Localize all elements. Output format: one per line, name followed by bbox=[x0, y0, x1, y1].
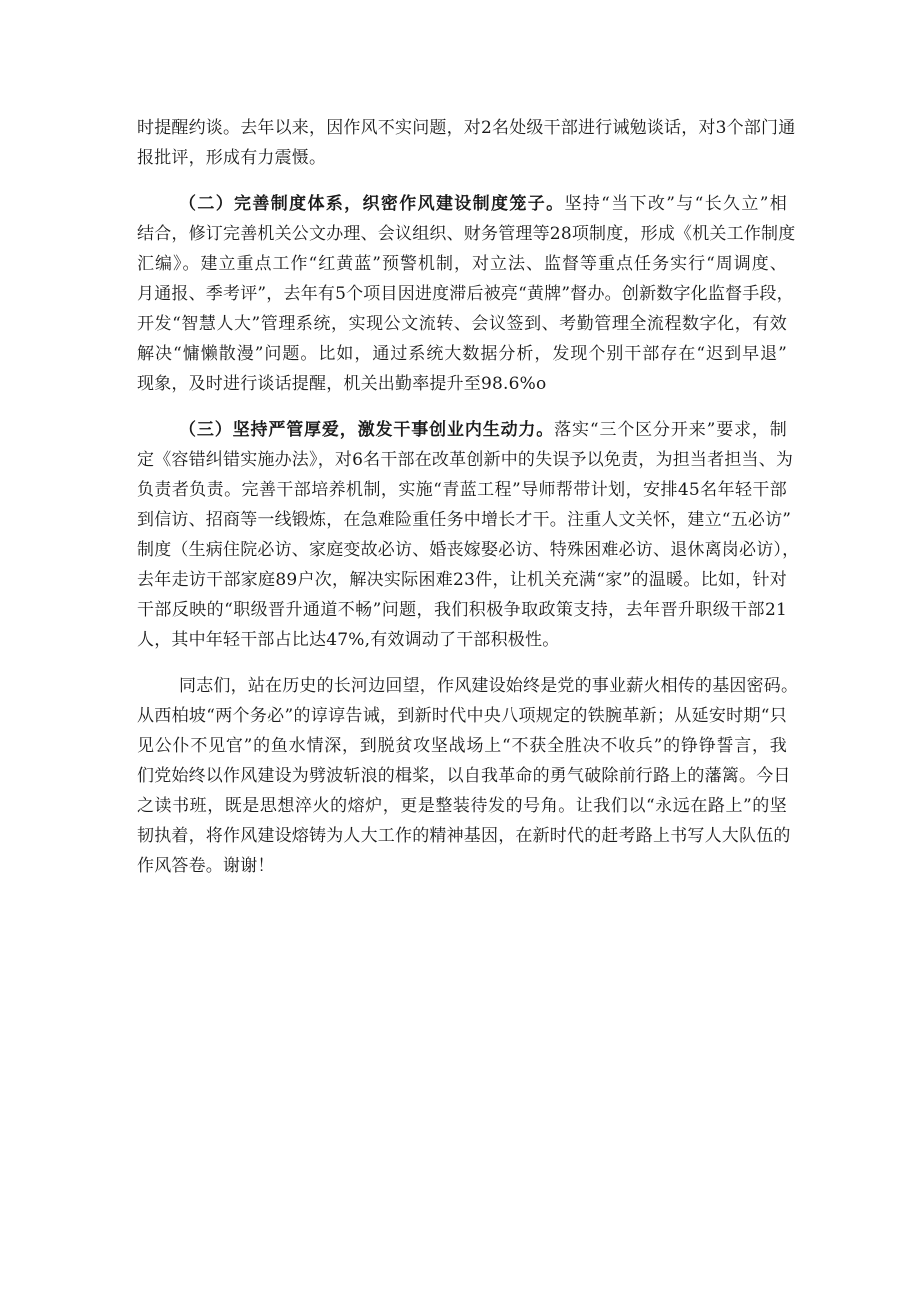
text-line: 到信访、招商等一线锻炼，在急难险重任务中增长才干。注重人文关怀，建立“五必访” bbox=[137, 510, 792, 530]
text-line: 现象，及时进行谈话提醒，机关出勤率提升至98.6%o bbox=[137, 374, 547, 394]
text-line: 们党始终以作风建设为劈波斩浪的楫桨，以自我革命的勇气破除前行路上的藩篱。今日 bbox=[137, 766, 791, 786]
paragraph-continuation bbox=[137, 113, 796, 173]
text-line: 同志们，站在历史的长河边回望，作风建设始终是党的事业薪火相传的基因密码。 bbox=[179, 676, 799, 696]
text-line: 报批评，形成有力震慑。 bbox=[137, 148, 327, 168]
text-line: 之读书班，既是思想淬火的熔炉，更是整装待发的号角。让我们以“永远在路上”的坚 bbox=[137, 796, 787, 816]
document-body bbox=[137, 113, 800, 881]
text-line: 作风答卷。谢谢！ bbox=[137, 856, 275, 876]
paragraph-closing bbox=[137, 671, 799, 881]
text-line bbox=[137, 189, 787, 219]
paragraph-section-3 bbox=[137, 415, 800, 655]
text-line: 见公仆不见官”的鱼水情深，到脱贫攻坚战场上“不获全胜决不收兵”的铮铮誓言，我 bbox=[137, 736, 787, 756]
text-line: 负责者负责。完善干部培养机制，实施“青蓝工程”导师帮带计划，安排45名年轻干部 bbox=[137, 480, 787, 500]
text-line: 干部反映的“职级晋升通道不畅”问题，我们积极争取政策支持，去年晋升职级干部21 bbox=[137, 600, 787, 620]
text-line: 时提醒约谈。去年以来，因作风不实问题，对2名处级干部进行诫勉谈话，对3个部门通 bbox=[137, 118, 796, 138]
text-line: 人，其中年轻干部占比达47%,有效调动了干部积极性。 bbox=[137, 630, 560, 650]
section-heading: （三）坚持严管厚爱，激发干事创业内生动力。 bbox=[179, 420, 555, 440]
text-line: 开发“智慧人大”管理系统，实现公文流转、会议签到、考勤管理全流程数字化，有效 bbox=[137, 314, 787, 334]
text-line: 结合，修订完善机关公文办理、会议组织、财务管理等28项制度，形成《机关工作制度 bbox=[137, 224, 796, 244]
text-line: 月通报、季考评”，去年有5个项目因进度滞后被亮“黄牌”督办。创新数字化监督手段， bbox=[137, 284, 794, 304]
text-line: 汇编》。建立重点工作“红黄蓝”预警机制，对立法、监督等重点任务实行“周调度、 bbox=[137, 254, 787, 274]
text-line: 韧执着，将作风建设熔铸为人大工作的精神基因，在新时代的赶考路上书写人大队伍的 bbox=[137, 826, 791, 846]
text-line: 去年走访干部家庭89户次，解决实际困难23件，让机关充满“家”的温暖。比如，针对 bbox=[137, 570, 787, 590]
text-run: 坚持“当下改”与“长久立”相 bbox=[564, 194, 787, 214]
text-line: 从西柏坡“两个务必”的谆谆告诫，到新时代中央八项规定的铁腕革新；从延安时期“只 bbox=[137, 706, 787, 726]
section-heading: （二）完善制度体系，织密作风建设制度笼子。 bbox=[179, 194, 565, 214]
text-line bbox=[137, 415, 787, 445]
text-line: 定《容错纠错实施办法》，对6名干部在改革创新中的失误予以免责，为担当者担当、为 bbox=[137, 450, 794, 470]
text-run: 落实“三个区分开来”要求，制 bbox=[554, 420, 787, 440]
text-line: 制度（生病住院必访、家庭变故必访、婚丧嫁娶必访、特殊困难必访、退休离岗必访）， bbox=[137, 540, 800, 560]
paragraph-section-2 bbox=[137, 189, 796, 399]
text-line: 解决“慵懒散漫”问题。比如，通过系统大数据分析，发现个别干部存在“迟到早退” bbox=[137, 344, 787, 364]
